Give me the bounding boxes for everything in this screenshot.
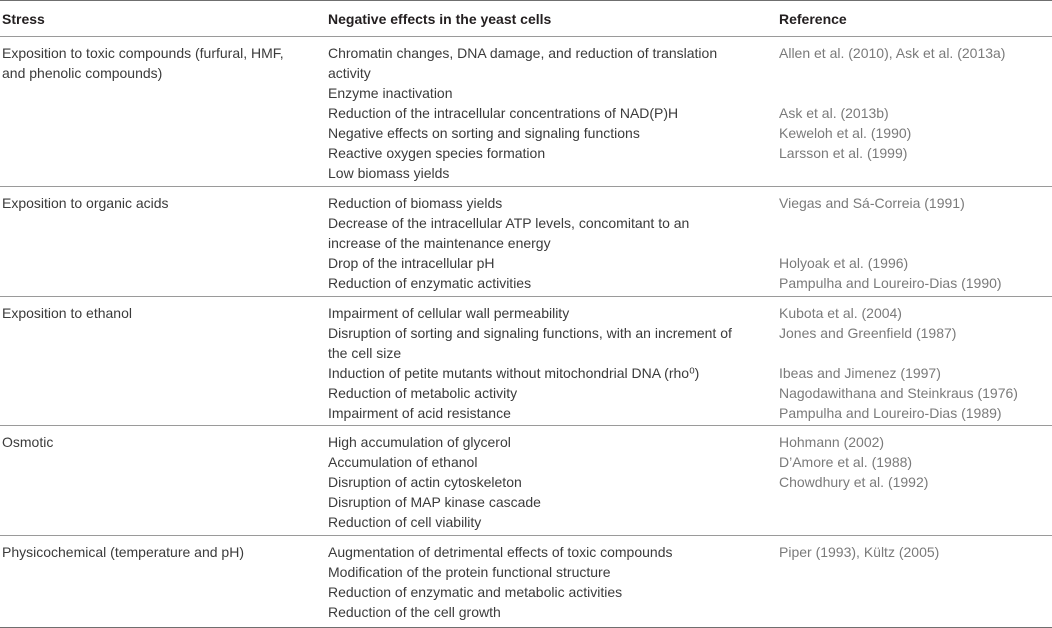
effect-line: Augmentation of detrimental effects of toxic compounds [328, 544, 673, 560]
reference-cell [779, 432, 1051, 532]
effect-line: Chromatin changes, DNA damage, and reduction of translation [328, 45, 718, 61]
reference-line: Piper (1993), Kültz (2005) [779, 544, 940, 560]
reference-line [779, 602, 1051, 622]
reference-line [779, 562, 1051, 582]
reference-line [779, 492, 1051, 512]
reference-line: Pampulha and Loureiro-Dias (1989) [779, 405, 1002, 421]
reference-line: Nagodawithana and Steinkraus (1976) [779, 385, 1018, 401]
reference-line: Pampulha and Loureiro-Dias (1990) [779, 275, 1002, 291]
reference-line: Holyoak et al. (1996) [779, 255, 909, 271]
effect-line: Reduction of cell viability [328, 514, 482, 530]
effect-line: Enzyme inactivation [328, 85, 453, 101]
effect-line: Reduction of enzymatic and metabolic activities [328, 584, 623, 600]
reference-line: Hohmann (2002) [779, 434, 885, 450]
reference-cell [779, 303, 1051, 423]
effect-line: Reduction of the intracellular concentrations of NAD(P)H [328, 105, 679, 121]
effect-line: Accumulation of ethanol [328, 454, 478, 470]
reference-cell [779, 43, 1051, 183]
effect-line: Low biomass yields [328, 165, 450, 181]
stress-cell [2, 542, 302, 562]
effect-line: Reduction of biomass yields [328, 195, 503, 211]
row-separator [0, 535, 1052, 536]
reference-line [779, 343, 1051, 363]
reference-line [779, 512, 1051, 532]
effect-line: the cell size [328, 345, 402, 361]
effect-line: Drop of the intracellular pH [328, 255, 495, 271]
reference-line: D’Amore et al. (1988) [779, 454, 913, 470]
reference-line [779, 83, 1051, 103]
row-separator [0, 296, 1052, 297]
effects-cell [328, 303, 743, 423]
reference-line: Kubota et al. (2004) [779, 305, 902, 321]
reference-line [779, 233, 1051, 253]
effect-line: Disruption of MAP kinase cascade [328, 494, 541, 510]
reference-line: Chowdhury et al. (1992) [779, 474, 929, 490]
effect-line: Impairment of acid resistance [328, 405, 511, 421]
reference-line [779, 63, 1051, 83]
reference-cell [779, 193, 1051, 293]
effect-line: Reduction of the cell growth [328, 604, 501, 620]
stress-cell [2, 303, 302, 323]
effects-cell [328, 43, 743, 183]
stress-line: Osmotic [2, 434, 54, 450]
reference-line [779, 213, 1051, 233]
effect-line: Disruption of actin cytoskeleton [328, 474, 522, 490]
reference-cell [779, 542, 1051, 622]
effects-cell [328, 542, 743, 622]
stress-line: Exposition to organic acids [2, 195, 169, 211]
stress-line: and phenolic compounds) [2, 65, 163, 81]
effects-cell [328, 432, 743, 532]
reference-line: Larsson et al. (1999) [779, 145, 908, 161]
effect-line: Impairment of cellular wall permeability [328, 305, 570, 321]
stress-cell [2, 43, 302, 83]
reference-line: Ibeas and Jimenez (1997) [779, 365, 941, 381]
reference-line: Keweloh et al. (1990) [779, 125, 912, 141]
stress-line: Exposition to ethanol [2, 305, 132, 321]
effect-line: Reactive oxygen species formation [328, 145, 546, 161]
stress-cell [2, 193, 302, 213]
stress-cell [2, 432, 302, 452]
effect-line: High accumulation of glycerol [328, 434, 511, 450]
reference-line: Allen et al. (2010), Ask et al. (2013a) [779, 45, 1006, 61]
header-stress: Stress [2, 11, 45, 27]
effect-line: Negative effects on sorting and signaling functions [328, 125, 640, 141]
effects-cell [328, 193, 743, 293]
reference-line: Viegas and Sá-Correia (1991) [779, 195, 965, 211]
effect-line: Disruption of sorting and signaling functions, with an increment of [328, 325, 732, 341]
effect-line: Reduction of metabolic activity [328, 385, 518, 401]
row-separator [0, 186, 1052, 187]
effect-line: increase of the maintenance energy [328, 235, 551, 251]
effect-line: Decrease of the intracellular ATP levels, concomitant to an [328, 215, 690, 231]
reference-line: Ask et al. (2013b) [779, 105, 889, 121]
row-separator [0, 425, 1052, 426]
header-negative-effects: Negative effects in the yeast cells [328, 11, 552, 27]
header-rule [0, 36, 1052, 37]
header-reference: Reference [779, 11, 847, 27]
stress-line: Physicochemical (temperature and pH) [2, 544, 244, 560]
table-top-rule [0, 0, 1052, 1]
reference-line: Jones and Greenfield (1987) [779, 325, 957, 341]
effect-line: activity [328, 65, 371, 81]
effect-line: Induction of petite mutants without mitochondrial DNA (rho⁰) [328, 365, 700, 381]
stress-line: Exposition to toxic compounds (furfural, HMF, [2, 45, 284, 61]
reference-line [779, 582, 1051, 602]
reference-line [779, 163, 1051, 183]
effect-line: Modification of the protein functional structure [328, 564, 611, 580]
effect-line: Reduction of enzymatic activities [328, 275, 532, 291]
